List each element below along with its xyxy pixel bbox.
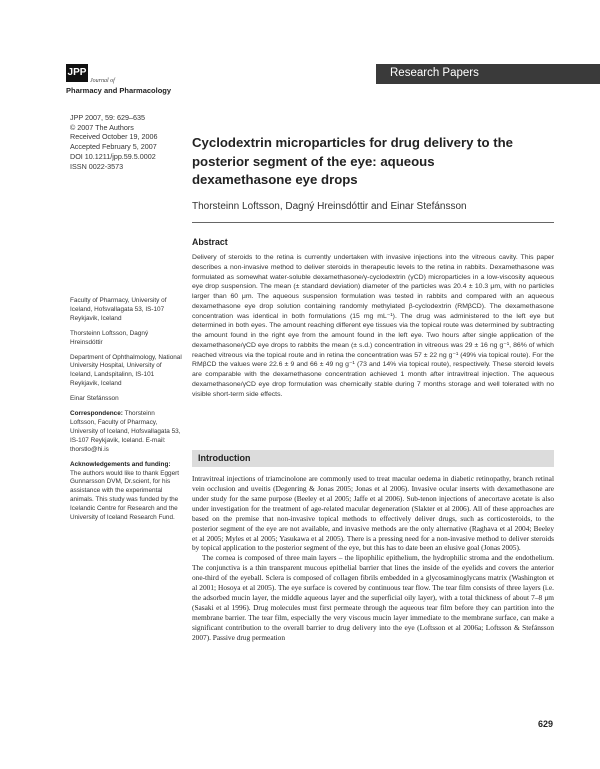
affiliation-pharmacy: Faculty of Pharmacy, University of Iceland, Hofsvallagata 53, IS-107 Reykjavik, Iceland	[70, 297, 167, 322]
meta-doi: DOI 10.1211/jpp.59.5.0002	[70, 151, 156, 161]
article-metadata	[70, 113, 158, 171]
meta-copyright: © 2007 The Authors	[70, 122, 134, 132]
journal-name-prefix: Journal of	[90, 78, 115, 84]
abstract-text: Delivery of steroids to the retina is currently undertaken with invasive injections into the vitreous cavity. This paper describes a non-invasive method to deliver steroids in therapeutic levels to the retina in rabbits. Dexamethasone was formulated as somewhat water-soluble dexamethasone/γ-cyclodextrin (γCD) microparticles in a low-viscosity aqueous eye drop suspension. The mean (± standard deviation) diameter of the particles was 20.4 ± 10.3 μm, with no particles larger than 60 μm. The aqueous suspension formulation was tested in rabbits and compared with an aqueous dexamethasone eye drop solution containing randomly methylated β-cyclodextrin (RMβCD). The dexamethasone concentration was identical in both formulations (15 mg mL⁻¹). The drug was administered to the left eye but determined in both eyes. The amount reaching different eye tissues via the topical route was determined by subtracting the amount found in the right eye from the amount found in the left eye. Two hours after single application of the dexamethasone/γCD eye drops to rabbits the mean (± s.d.) concentration in vitreous was 29 ± 16 ng g⁻¹, 86% of which reached vitreous via the topical route and in retina the concentration was 57 ± 22 ng g⁻¹ (49% via topical route). For the RMβCD the values were 22.6 ± 9 and 66 ± 49 ng g⁻¹ (73 and 14% via topical route), respectively. These steroid levels are comparable with the dexamethasone concentration achieved 1 month after intravitreal injection. The aqueous dexamethasone/γCD eye drop formulation was chemically stable during 7 months storage and well tolerated with no visible short-term side effects.	[192, 254, 554, 398]
title-divider	[192, 222, 554, 223]
acknowledgements-text: The authors would like to thank Eggert Gunnarsson DVM, Dr.scient, for his assistance with the experimental animals. This study was funded by the Icelandic Centre for Research and the University of Iceland Research Fund.	[70, 469, 180, 522]
page-number: 629	[538, 719, 554, 729]
intro-paragraph-2: The cornea is composed of three main layers – the lipophilic epithelium, the hydrophilic stroma and the endothelium. The conjunctiva is a thin transparent mucous epithelial barrier that lines the inside of the eyelids and covers the anterior one-third of the eyeball. Sclera is composed of collagen fibrils embedded in a glycosaminoglycans matrix (Washington et al 2001; Hosoya et al 2005). The eye surface is covered by continuous tear flow. The tear film consists of three layers (i.e. the adsorbed mucin layer, the middle aqueous layer and the superficial oily layer), with a total thickness of about 7–8 μm (Sasaki et al 1996). Drug molecules must first permeate through the aqueous tear film before they can partition into the membrane barrier. The tear film, especially the very viscous mucin layer immediate to the membrane surface, can make a significant contribution to the overall barrier to drug delivery into the eye (Loftsson et al 2006a; Loftsson & Stefánsson 2007). Passive drug permeation	[192, 553, 554, 642]
correspondence-text: Thorsteinn Loftsson, Faculty of Pharmacy, University of Iceland, Hofsvallagata 53, IS-107 Reykjavik, Iceland. E-mail: thorstlo@hi.is	[70, 410, 181, 453]
abstract-body	[192, 253, 554, 399]
introduction-body	[192, 474, 554, 643]
article-title: Cyclodextrin microparticles for drug delivery to the posterior segment of the eye: aqueous dexamethasone eye drops	[192, 135, 513, 187]
jpp-logo-mark: JPP	[66, 64, 88, 82]
affiliation-ophthalmology-authors: Einar Stefánsson	[70, 395, 119, 403]
section-banner	[376, 64, 600, 84]
intro-paragraph-1: Intravitreal injections of triamcinolone are commonly used to treat macular oedema in diabetic retinopathy, branch retinal vein occlusion and uveitis (Degenring & Jonas 2005; Jonas et al 2006). Invasive ocular inserts with dexamethasone are under study for the same purpose (Beeley et al 2005; Jaffe et al 2006). Sub-tenon injections of anecortave acetate is also under investigation for the treatment of age-related macular degeneration (Slakter et al 2006). All of these approaches are based on the premise that non-invasive topical methods to effectively deliver drugs, such as corticosteroids, to the posterior segment of the eye are not available, and invasive methods are the only alternative (Raghava et al 2004; Beeley et al 2005; Myles et al 2005; Yasukawa et al 2005). There is a pressing need for a non-invasive method to deliver steroids by topical application to the posterior segment of the eye, but this has to date been an elusive goal (Jonas 2005).	[192, 474, 554, 553]
introduction-heading-bar	[192, 450, 554, 467]
journal-logo	[66, 64, 186, 104]
acknowledgements	[70, 461, 182, 523]
meta-issn: ISSN 0022-3573	[70, 161, 124, 171]
correspondence-label: Correspondence:	[70, 410, 123, 418]
introduction-heading: Introduction	[198, 453, 251, 463]
meta-accepted: Accepted February 5, 2007	[70, 142, 157, 152]
affiliation-pharmacy-authors: Thorsteinn Loftsson, Dagný Hreinsdóttir	[70, 329, 149, 346]
correspondence	[70, 410, 182, 455]
article-authors: Thorsteinn Loftsson, Dagný Hreinsdóttir and Einar Stefánsson	[192, 201, 467, 212]
affiliation-ophthalmology: Department of Ophthalmology, National University Hospital, University of Iceland, Landspitalinn, IS-101 Reykjavik, Iceland	[70, 353, 182, 388]
section-banner-label: Research Papers	[390, 67, 479, 79]
journal-name: Pharmacy and Pharmacology	[66, 86, 172, 95]
meta-citation: JPP 2007, 59: 629–635	[70, 113, 146, 122]
acknowledgements-label: Acknowledgements and funding:	[70, 460, 171, 468]
abstract-heading: Abstract	[192, 237, 228, 247]
meta-received: Received October 19, 2006	[70, 132, 158, 142]
affiliations-sidebar	[70, 297, 182, 529]
